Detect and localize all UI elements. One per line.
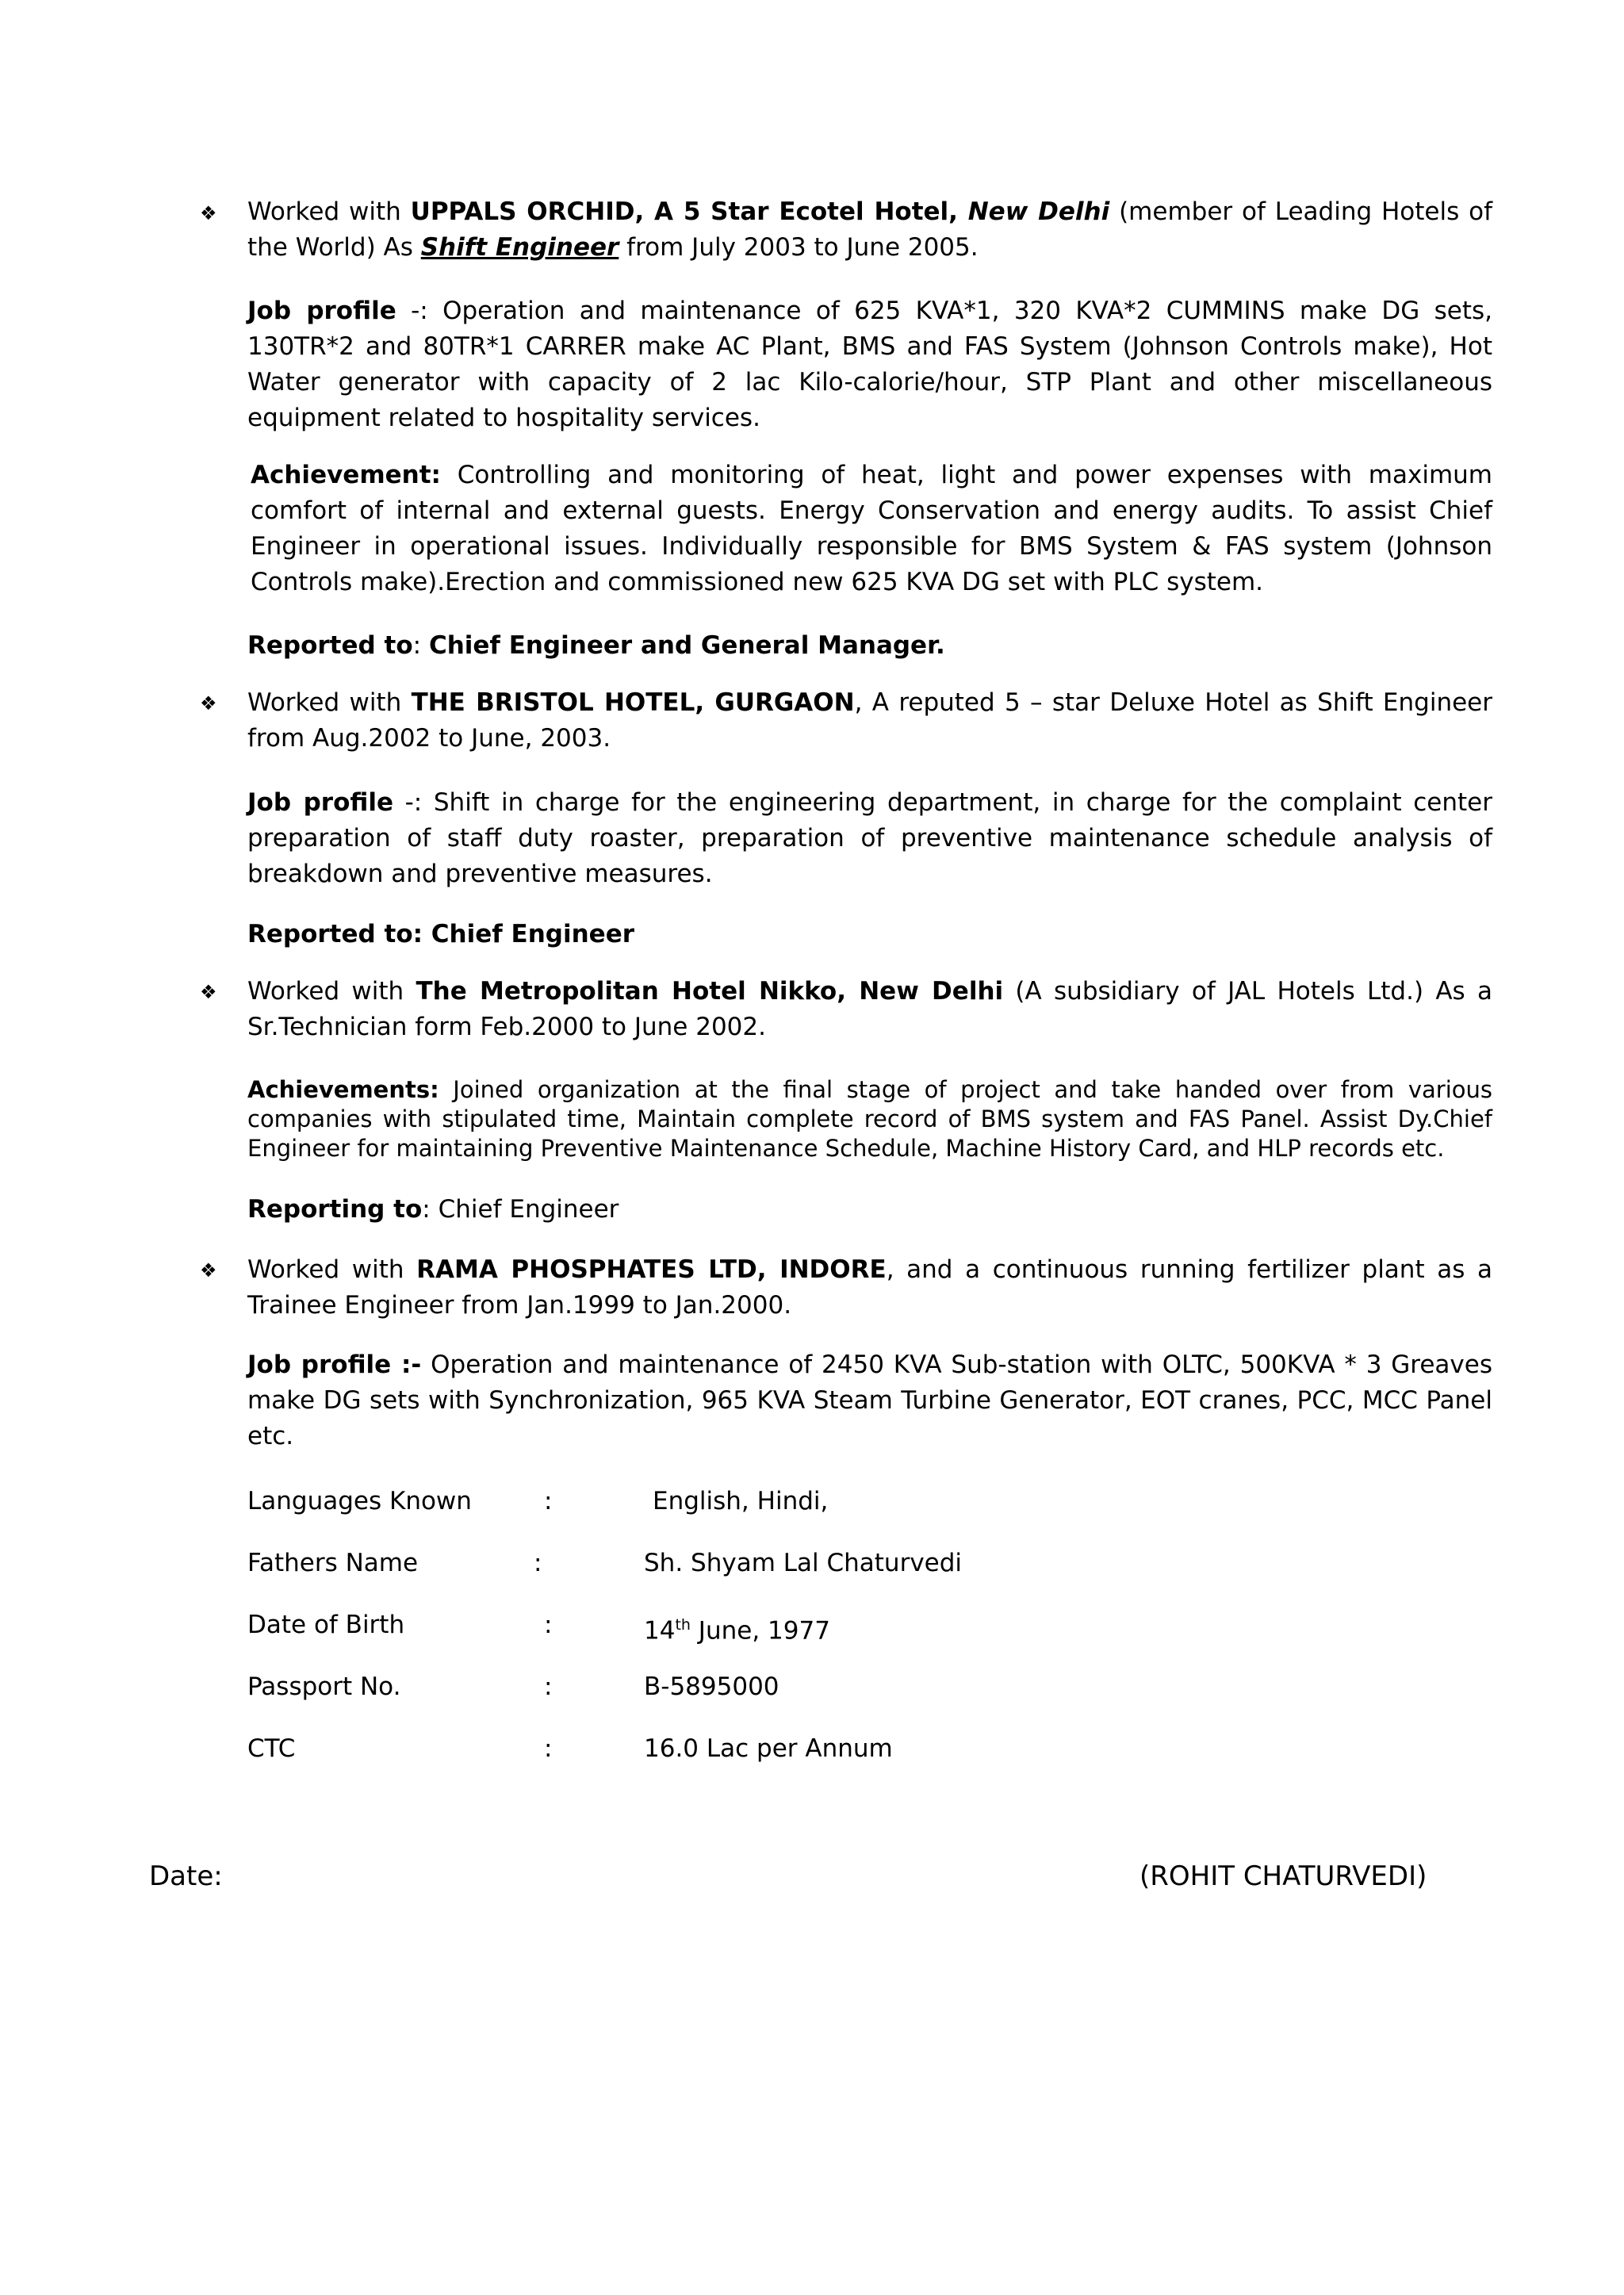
role-title: Shift Engineer (420, 233, 619, 262)
ctc-value: 16.0 Lac per Annum (644, 1734, 893, 1763)
job-profile-text: -: Shift in charge for the engineering department, in charge for the complaint center preparation of staff duty roaster, preparation of preventive maintenance schedule analysis of breakdown and preventive measures. (247, 788, 1493, 888)
achievement-text: Controlling and monitoring of heat, light and power expenses with maximum comfort of internal and external guests. Energy Conservation and energy audits. To assist Chief Engineer in operational issues. Individually responsible for BMS System & FAS system (Johnson Controls make).Erection and commissioned new 625 KVA DG set with PLC system. (251, 461, 1492, 596)
dob-label: Date of Birth (247, 1611, 405, 1639)
entry-1-intro (247, 194, 1492, 266)
achievement-text: Joined organization at the final stage of project and take handed over from various companies with stipulated time, Maintain complete record of BMS system and FAS Panel. Assist Dy.Chief Engineer for maintaining Preventive Maintenance Schedule, Machine History Card, and HLP records etc. (247, 1076, 1492, 1162)
bullet-icon: ❖ (200, 981, 217, 1003)
separator: : (422, 1195, 439, 1224)
intro-text: from July 2003 to June 2005. (619, 233, 979, 262)
date-label: Date: (149, 1860, 223, 1892)
dob-day: 14 (644, 1616, 676, 1646)
company-name: THE BRISTOL HOTEL, GURGAON (411, 688, 855, 717)
entry-2-reported-to (247, 917, 1492, 952)
reporting-to-label: Reporting to (247, 1195, 423, 1224)
job-profile-label: Job profile (247, 297, 396, 325)
reporting-to-value: Chief Engineer (438, 1195, 619, 1224)
job-profile-text: Operation and maintenance of 2450 KVA Sub-station with OLTC, 500KVA * 3 Greaves make DG sets with Synchronization, 965 KVA Steam Turbine Generator, EOT cranes, PCC, MCC Panel etc. (247, 1351, 1493, 1450)
languages-value: English, Hindi, (653, 1487, 829, 1515)
ctc-colon: : (544, 1734, 553, 1763)
dob-month-year: June, 1977 (690, 1616, 830, 1646)
intro-text: (member of Leading Hotels of the World) As (247, 197, 1492, 262)
passport-colon: : (544, 1672, 553, 1701)
reported-to-value: Chief Engineer and General Manager. (428, 631, 945, 660)
bullet-icon: ❖ (200, 202, 217, 224)
company-name: UPPALS ORCHID, A 5 Star Ecotel Hotel, (410, 197, 968, 226)
company-name: RAMA PHOSPHATES LTD, INDORE (416, 1255, 887, 1284)
entry-2-intro (247, 685, 1492, 757)
job-profile-label: Job profile (247, 788, 393, 817)
separator: : (412, 631, 429, 660)
intro-text: , A reputed 5 – star Deluxe Hotel as Shift Engineer from Aug.2002 to June, 2003. (247, 688, 1492, 753)
company-city: New Delhi (967, 197, 1110, 226)
entry-1-reported-to (247, 628, 1492, 664)
intro-text: (A subsidiary of JAL Hotels Ltd.) As a Sr.Technician form Feb.2000 to June 2002. (247, 977, 1492, 1041)
signature-name: (ROHIT CHATURVEDI) (1139, 1860, 1427, 1892)
intro-text: Worked with (247, 197, 411, 226)
job-profile-text: -: Operation and maintenance of 625 KVA*1, 320 KVA*2 CUMMINS make DG sets, 130TR*2 and 80TR*1 CARRER make AC Plant, BMS and FAS System (Johnson Controls make), Hot Water generator with capacity of 2 lac Kilo-calorie/hour, STP Plant and other miscellaneous equipment related to hospitality services. (247, 297, 1493, 432)
ctc-label: CTC (247, 1734, 296, 1763)
fathers-name-colon: : (534, 1549, 542, 1577)
job-profile-label: Job profile :- (247, 1351, 422, 1379)
intro-text: , and a continuous running fertilizer plant as a Trainee Engineer from Jan.1999 to Jan.2000. (247, 1255, 1492, 1320)
passport-label: Passport No. (247, 1672, 401, 1701)
entry-1-job-profile (247, 293, 1492, 436)
languages-colon: : (544, 1487, 553, 1515)
intro-text: Worked with (247, 688, 412, 717)
achievement-label: Achievements: (247, 1076, 439, 1103)
dob-value (644, 1607, 830, 1648)
languages-label: Languages Known (247, 1487, 472, 1515)
dob-ordinal: th (675, 1616, 691, 1634)
reported-to-label: Reported to (247, 631, 413, 660)
reported-to-label: Reported to: Chief Engineer (247, 920, 635, 948)
entry-3-intro (247, 974, 1492, 1045)
passport-value: B-5895000 (644, 1672, 779, 1701)
entry-3-achievements (247, 1075, 1492, 1163)
bullet-icon: ❖ (200, 1259, 217, 1282)
entry-3-reporting-to (247, 1192, 1492, 1228)
bullet-icon: ❖ (200, 692, 217, 715)
entry-2-job-profile (247, 785, 1492, 892)
entry-1-achievement (251, 458, 1492, 600)
achievement-label: Achievement: (251, 461, 441, 489)
dob-colon: : (544, 1611, 553, 1639)
entry-4-intro (247, 1252, 1492, 1324)
intro-text: Worked with (247, 1255, 417, 1284)
intro-text: Worked with (247, 977, 416, 1006)
fathers-name-label: Fathers Name (247, 1549, 419, 1577)
entry-4-job-profile (247, 1347, 1492, 1454)
company-name: The Metropolitan Hotel Nikko, New Delhi (416, 977, 1004, 1006)
fathers-name-value: Sh. Shyam Lal Chaturvedi (644, 1549, 963, 1577)
